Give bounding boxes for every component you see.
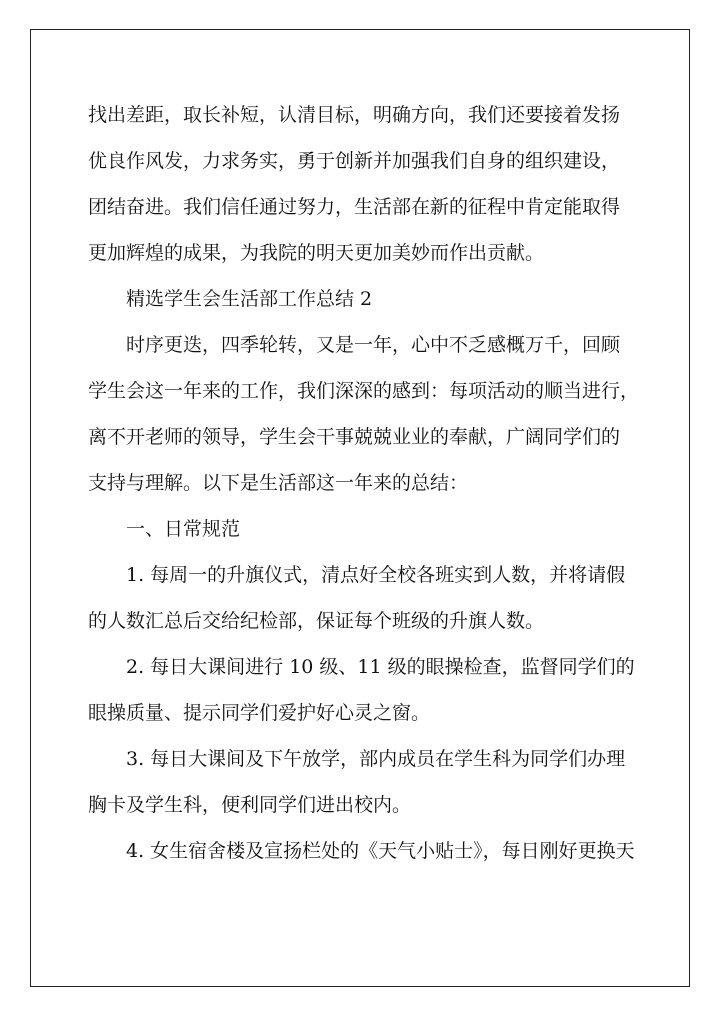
paragraph-line: 时序更迭，四季轮转，又是一年，心中不乏感概万千，回顾 bbox=[126, 334, 621, 356]
paragraph-line: 更加辉煌的成果，为我院的明天更加美妙而作出贡献。 bbox=[88, 242, 545, 264]
paragraph-line: 支持与理解。以下是生活部这一年来的总结： bbox=[88, 472, 469, 494]
section-title: 精选学生会生活部工作总结 2 bbox=[126, 288, 373, 310]
paragraph-line: 学生会这一年来的工作，我们深深的感到：每项活动的顺当进行， bbox=[88, 380, 640, 402]
list-item-line: 2. 每日大课间进行 10 级、11 级的眼操检查，监督同学们的 bbox=[126, 656, 635, 678]
list-item-line: 胸卡及学生科，便利同学们进出校内。 bbox=[88, 794, 412, 816]
document-body bbox=[88, 92, 648, 874]
list-item-line: 4. 女生宿舍楼及宣扬栏处的《天气小贴士》，每日刚好更换天 bbox=[126, 840, 635, 862]
paragraph-line: 团结奋进。我们信任通过努力，生活部在新的征程中肯定能取得 bbox=[88, 196, 621, 218]
paragraph-line: 找出差距，取长补短，认清目标，明确方向，我们还要接着发扬 bbox=[88, 104, 621, 126]
list-item-line: 眼操质量、提示同学们爱护好心灵之窗。 bbox=[88, 702, 431, 724]
list-item-line: 的人数汇总后交给纪检部，保证每个班级的升旗人数。 bbox=[88, 610, 545, 632]
list-item-line: 3. 每日大课间及下午放学，部内成员在学生科为同学们办理 bbox=[126, 748, 626, 770]
paragraph-line: 优良作风发，力求务实，勇于创新并加强我们自身的组织建设， bbox=[88, 150, 621, 172]
paragraph-line: 离不开老师的领导，学生会干事兢兢业业的奉献，广阔同学们的 bbox=[88, 426, 621, 448]
list-item-line: 1. 每周一的升旗仪式，清点好全校各班实到人数，并将请假 bbox=[126, 564, 626, 586]
subsection-heading: 一、日常规范 bbox=[126, 518, 241, 540]
